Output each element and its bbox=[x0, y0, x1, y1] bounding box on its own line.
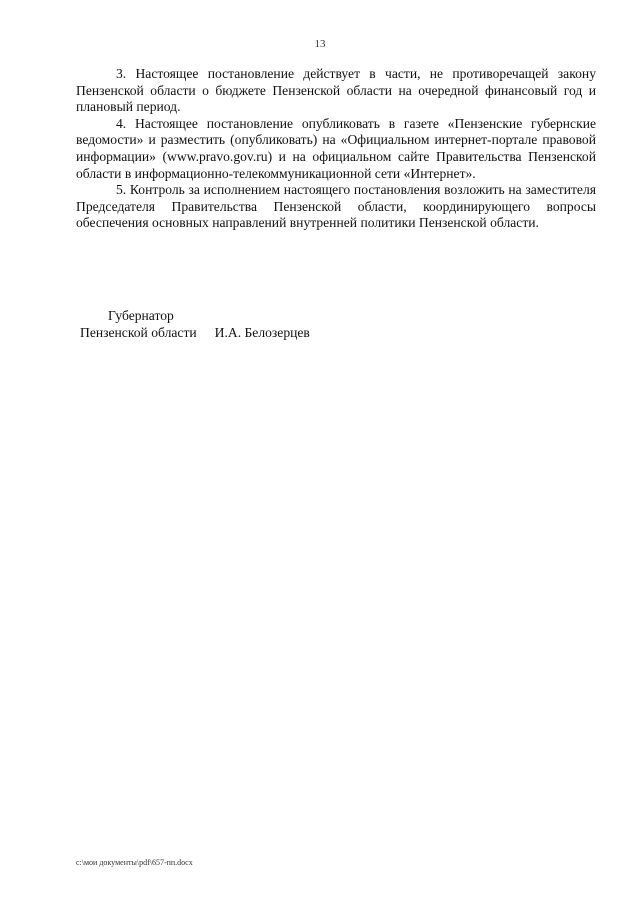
page-number: 13 bbox=[314, 38, 326, 50]
document-body bbox=[76, 66, 596, 232]
paragraph-3: 3. Настоящее постановление действует в части, не противоречащей закону Пензенской области о бюджете Пензенской области на очередной финансовый год и плановый период. bbox=[76, 66, 596, 115]
signatory-name: И.А. Белозерцев bbox=[214, 324, 310, 340]
paragraph-4: 4. Настоящее постановление опубликовать в газете «Пензенские губернские ведомости» и разместить (опубликовать) на «Официальном интернет-портале правовой информации» (www.pravo.gov.ru) и на официальном сайте Правительства Пензенской области в информационно-телекоммуникационной сети «Интернет». bbox=[76, 115, 596, 181]
signature-row bbox=[80, 325, 310, 342]
signatory-region: Пензенской области bbox=[80, 324, 197, 340]
signatory-title: Губернатор bbox=[108, 308, 174, 323]
file-path-footer: c:\мои документы\pdf\657-пп.docx bbox=[76, 858, 193, 867]
signature-block bbox=[80, 308, 310, 341]
paragraph-5: 5. Контроль за исполнением настоящего постановления возложить на заместителя Председателя Правительства Пензенской области, координирующего вопросы обеспечения основных направлений внутренней политики Пензенской области. bbox=[76, 182, 596, 231]
